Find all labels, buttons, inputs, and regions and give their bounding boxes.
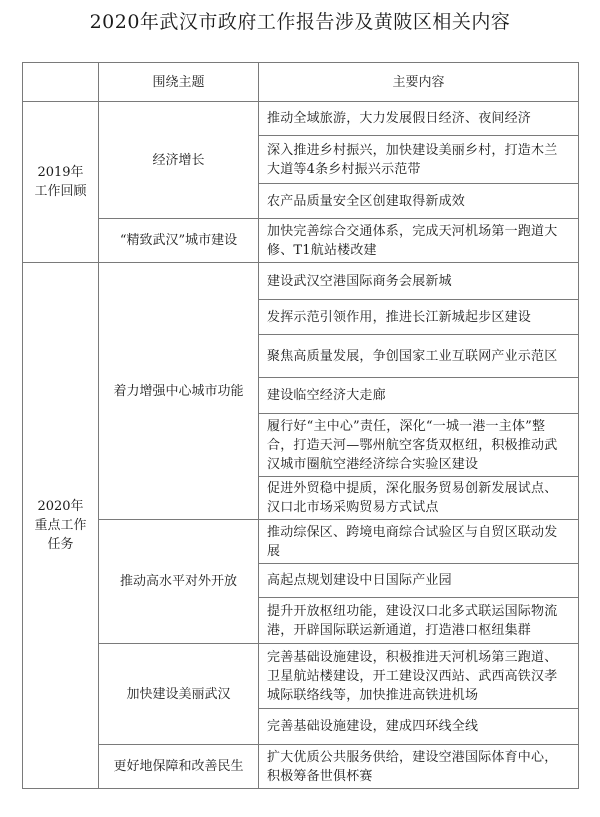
table-row [23, 745, 579, 789]
content-item: 聚焦高质量发展，争创国家工业互联网产业示范区 [259, 335, 579, 378]
content-item: 促进外贸稳中提质，深化服务贸易创新发展试点、汉口北市场采购贸易方式试点 [259, 477, 579, 520]
content-item: 履行好“主中心”责任，深化“一城一港一主体”整合，打造天河—鄂州航空客货双枢纽，积极推动武汉城市圈航空港经济综合实验区建设 [259, 414, 579, 477]
table-row [23, 520, 579, 564]
content-item: 高起点规划建设中日国际产业园 [259, 564, 579, 598]
content-table [22, 62, 579, 789]
content-item: 完善基础设施建设，积极推进天河机场第三跑道、卫星航站楼建设，开工建设汉西站、武西高铁汉孝城际联络线等，加快推进高铁进机场 [259, 644, 579, 709]
theme-refined-wuhan: “精致武汉”城市建设 [99, 219, 259, 263]
content-item: 推动综保区、跨境电商综合试验区与自贸区联动发展 [259, 520, 579, 564]
content-item: 扩大优质公共服务供给，建设空港国际体育中心，积极筹备世俱杯赛 [259, 745, 579, 789]
content-item: 农产品质量安全区创建取得新成效 [259, 184, 579, 219]
theme-opening-up: 推动高水平对外开放 [99, 520, 259, 644]
header-category [23, 63, 99, 102]
content-item: 加快完善综合交通体系，完成天河机场第一跑道大修、T1航站楼改建 [259, 219, 579, 263]
table-header-row [23, 63, 579, 102]
table-row [23, 219, 579, 263]
content-item: 深入推进乡村振兴，加快建设美丽乡村，打造木兰大道等4条乡村振兴示范带 [259, 136, 579, 184]
content-item: 建设武汉空港国际商务会展新城 [259, 263, 579, 300]
content-item: 提升开放枢纽功能，建设汉口北多式联运国际物流港，开辟国际联运新通道，打造港口枢纽集群 [259, 598, 579, 644]
section-label-2019: 2019年工作回顾 [23, 102, 99, 263]
theme-livelihood: 更好地保障和改善民生 [99, 745, 259, 789]
table-row [23, 102, 579, 136]
theme-economic-growth: 经济增长 [99, 102, 259, 219]
table-row [23, 263, 579, 300]
content-item: 建设临空经济大走廊 [259, 378, 579, 414]
theme-beautiful-wuhan: 加快建设美丽武汉 [99, 644, 259, 745]
page-title: 2020年武汉市政府工作报告涉及黄陂区相关内容 [89, 11, 511, 33]
header-content: 主要内容 [259, 63, 579, 102]
section-label-2020: 2020年重点工作任务 [23, 263, 99, 789]
content-item: 完善基础设施建设，建成四环线全线 [259, 709, 579, 745]
content-item: 发挥示范引领作用，推进长江新城起步区建设 [259, 300, 579, 335]
content-item: 推动全域旅游，大力发展假日经济、夜间经济 [259, 102, 579, 136]
header-theme: 围绕主题 [99, 63, 259, 102]
theme-central-city: 着力增强中心城市功能 [99, 263, 259, 520]
table-row [23, 644, 579, 709]
